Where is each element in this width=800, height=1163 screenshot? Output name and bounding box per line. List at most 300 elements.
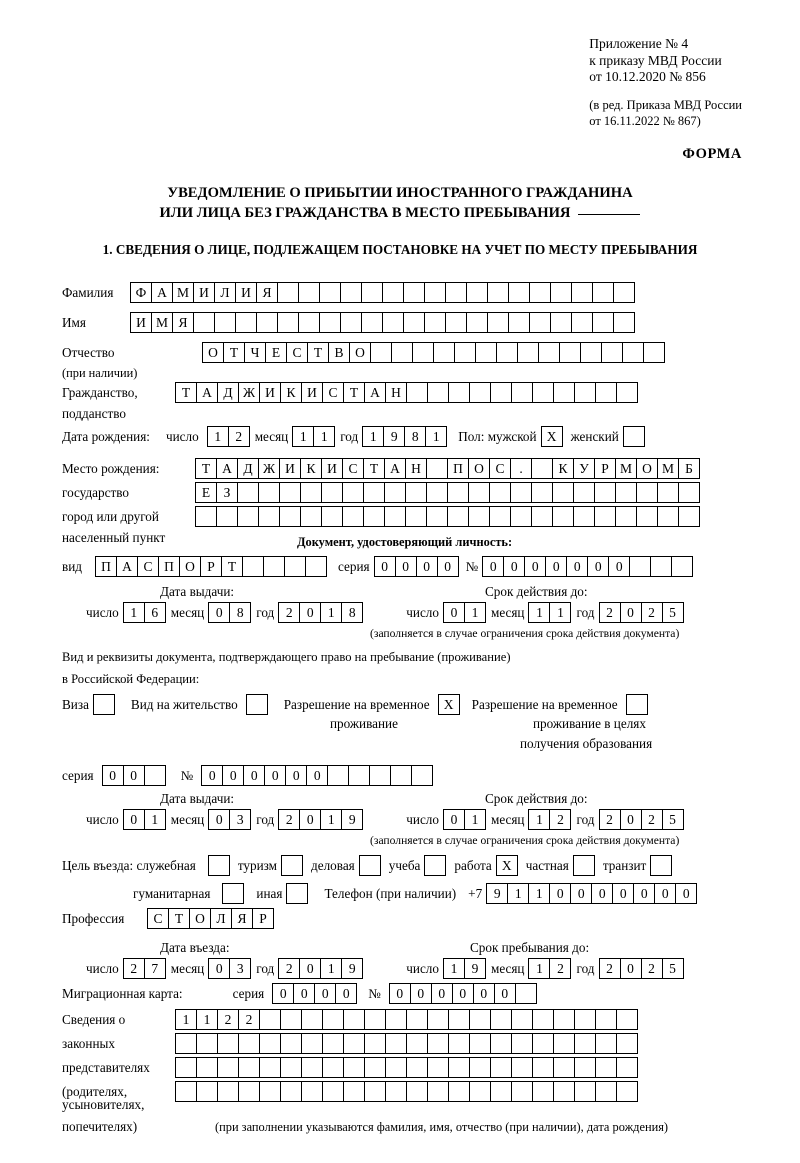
char-cell[interactable]: 1 <box>464 602 486 623</box>
char-cell[interactable]: 0 <box>201 765 223 786</box>
char-cell[interactable] <box>364 1081 386 1102</box>
char-cell[interactable] <box>595 1033 617 1054</box>
char-cell[interactable]: 0 <box>443 809 465 830</box>
char-cell[interactable]: 1 <box>175 1009 197 1030</box>
char-cell[interactable] <box>369 765 391 786</box>
char-cell[interactable]: 0 <box>545 556 567 577</box>
doc-issue-day-input[interactable] <box>123 602 165 623</box>
char-cell[interactable] <box>305 556 327 577</box>
char-cell[interactable] <box>193 312 215 333</box>
char-cell[interactable]: С <box>489 458 511 479</box>
char-cell[interactable]: 1 <box>320 602 342 623</box>
char-cell[interactable]: 0 <box>272 983 294 1004</box>
char-cell[interactable] <box>433 342 455 363</box>
char-cell[interactable]: И <box>279 458 301 479</box>
char-cell[interactable]: 0 <box>416 556 438 577</box>
char-cell[interactable] <box>657 506 679 527</box>
char-cell[interactable] <box>382 282 404 303</box>
char-cell[interactable] <box>490 1081 512 1102</box>
char-cell[interactable]: Т <box>363 458 385 479</box>
char-cell[interactable]: З <box>216 482 238 503</box>
char-cell[interactable]: 2 <box>641 809 663 830</box>
char-cell[interactable]: Ч <box>244 342 266 363</box>
char-cell[interactable] <box>175 1057 197 1078</box>
education-residence-checkbox[interactable] <box>626 694 648 715</box>
char-cell[interactable]: 1 <box>362 426 384 447</box>
entry-year-input[interactable] <box>278 958 362 979</box>
char-cell[interactable] <box>594 482 616 503</box>
char-cell[interactable]: 1 <box>320 958 342 979</box>
purpose-private-checkbox[interactable] <box>573 855 595 876</box>
char-cell[interactable]: 7 <box>144 958 166 979</box>
char-cell[interactable]: 0 <box>389 983 411 1004</box>
char-cell[interactable] <box>361 312 383 333</box>
char-cell[interactable] <box>217 1033 239 1054</box>
char-cell[interactable]: Е <box>195 482 217 503</box>
char-cell[interactable]: У <box>573 458 595 479</box>
residence-permit-checkbox[interactable] <box>246 694 268 715</box>
char-cell[interactable] <box>643 342 665 363</box>
char-cell[interactable]: О <box>468 458 490 479</box>
char-cell[interactable]: О <box>179 556 201 577</box>
temporary-residence-checkbox[interactable]: X <box>438 694 460 715</box>
char-cell[interactable] <box>595 382 617 403</box>
char-cell[interactable] <box>258 506 280 527</box>
char-cell[interactable] <box>280 1081 302 1102</box>
char-cell[interactable] <box>595 1081 617 1102</box>
char-cell[interactable]: 1 <box>313 426 335 447</box>
char-cell[interactable] <box>175 1081 197 1102</box>
char-cell[interactable] <box>390 765 412 786</box>
char-cell[interactable] <box>445 312 467 333</box>
char-cell[interactable]: 1 <box>549 602 571 623</box>
char-cell[interactable]: 0 <box>437 556 459 577</box>
char-cell[interactable]: 2 <box>278 958 300 979</box>
char-cell[interactable] <box>490 1009 512 1030</box>
purpose-official-checkbox[interactable] <box>208 855 230 876</box>
char-cell[interactable] <box>466 282 488 303</box>
char-cell[interactable] <box>280 1033 302 1054</box>
char-cell[interactable]: А <box>364 382 386 403</box>
char-cell[interactable]: 3 <box>229 809 251 830</box>
char-cell[interactable] <box>636 482 658 503</box>
char-cell[interactable]: С <box>322 382 344 403</box>
phone-input[interactable] <box>486 883 696 904</box>
char-cell[interactable] <box>427 1033 449 1054</box>
char-cell[interactable] <box>363 506 385 527</box>
char-cell[interactable] <box>511 1081 533 1102</box>
char-cell[interactable]: 3 <box>229 958 251 979</box>
char-cell[interactable] <box>277 312 299 333</box>
char-cell[interactable] <box>573 506 595 527</box>
char-cell[interactable]: А <box>196 382 218 403</box>
char-cell[interactable] <box>636 506 658 527</box>
char-cell[interactable]: 0 <box>482 556 504 577</box>
char-cell[interactable] <box>678 482 700 503</box>
stay-series-input[interactable] <box>102 765 165 786</box>
char-cell[interactable] <box>348 765 370 786</box>
char-cell[interactable] <box>238 1033 260 1054</box>
char-cell[interactable]: Е <box>265 342 287 363</box>
char-cell[interactable] <box>671 556 693 577</box>
char-cell[interactable] <box>342 506 364 527</box>
char-cell[interactable] <box>217 1057 239 1078</box>
char-cell[interactable] <box>615 506 637 527</box>
char-cell[interactable]: Т <box>221 556 243 577</box>
char-cell[interactable] <box>517 342 539 363</box>
char-cell[interactable]: Т <box>343 382 365 403</box>
entry-month-input[interactable] <box>208 958 250 979</box>
char-cell[interactable] <box>580 342 602 363</box>
char-cell[interactable] <box>426 506 448 527</box>
char-cell[interactable]: 0 <box>264 765 286 786</box>
char-cell[interactable]: Б <box>678 458 700 479</box>
char-cell[interactable] <box>448 1009 470 1030</box>
char-cell[interactable]: А <box>116 556 138 577</box>
char-cell[interactable] <box>238 1081 260 1102</box>
char-cell[interactable] <box>529 282 551 303</box>
stay-until-year-input[interactable] <box>599 958 683 979</box>
char-cell[interactable] <box>175 1033 197 1054</box>
char-cell[interactable]: 1 <box>425 426 447 447</box>
char-cell[interactable] <box>510 482 532 503</box>
char-cell[interactable] <box>364 1057 386 1078</box>
char-cell[interactable] <box>629 556 651 577</box>
char-cell[interactable] <box>515 983 537 1004</box>
citizenship-input[interactable] <box>175 382 637 403</box>
char-cell[interactable]: А <box>216 458 238 479</box>
char-cell[interactable] <box>237 482 259 503</box>
char-cell[interactable] <box>616 1057 638 1078</box>
char-cell[interactable]: 0 <box>299 809 321 830</box>
doc-valid-year-input[interactable] <box>599 602 683 623</box>
char-cell[interactable] <box>217 1081 239 1102</box>
char-cell[interactable] <box>496 342 518 363</box>
char-cell[interactable] <box>391 342 413 363</box>
char-cell[interactable] <box>382 312 404 333</box>
char-cell[interactable]: М <box>151 312 173 333</box>
char-cell[interactable]: Я <box>231 908 253 929</box>
char-cell[interactable] <box>571 312 593 333</box>
char-cell[interactable]: 5 <box>662 958 684 979</box>
char-cell[interactable]: А <box>384 458 406 479</box>
char-cell[interactable] <box>454 342 476 363</box>
char-cell[interactable]: 9 <box>383 426 405 447</box>
char-cell[interactable]: М <box>657 458 679 479</box>
char-cell[interactable] <box>469 1081 491 1102</box>
char-cell[interactable]: И <box>193 282 215 303</box>
char-cell[interactable] <box>650 556 672 577</box>
char-cell[interactable]: 1 <box>123 602 145 623</box>
char-cell[interactable] <box>553 1081 575 1102</box>
char-cell[interactable]: . <box>510 458 532 479</box>
stay-valid-year-input[interactable] <box>599 809 683 830</box>
char-cell[interactable]: О <box>349 342 371 363</box>
char-cell[interactable]: И <box>321 458 343 479</box>
legal-rep-input-3[interactable] <box>175 1057 637 1078</box>
char-cell[interactable] <box>490 1033 512 1054</box>
char-cell[interactable] <box>235 312 257 333</box>
char-cell[interactable] <box>405 482 427 503</box>
char-cell[interactable] <box>487 282 509 303</box>
char-cell[interactable]: 0 <box>395 556 417 577</box>
char-cell[interactable] <box>343 1033 365 1054</box>
doc-issue-year-input[interactable] <box>278 602 362 623</box>
char-cell[interactable]: 1 <box>464 809 486 830</box>
char-cell[interactable] <box>469 382 491 403</box>
char-cell[interactable] <box>448 1057 470 1078</box>
char-cell[interactable]: К <box>552 458 574 479</box>
birth-place-input-2[interactable] <box>195 482 699 503</box>
char-cell[interactable]: Р <box>594 458 616 479</box>
char-cell[interactable] <box>469 1033 491 1054</box>
char-cell[interactable]: Т <box>307 342 329 363</box>
char-cell[interactable]: 0 <box>243 765 265 786</box>
char-cell[interactable]: 0 <box>314 983 336 1004</box>
patronymic-input[interactable] <box>202 342 664 363</box>
char-cell[interactable]: 0 <box>549 883 571 904</box>
char-cell[interactable] <box>552 482 574 503</box>
char-cell[interactable] <box>447 506 469 527</box>
char-cell[interactable]: С <box>147 908 169 929</box>
sex-male-checkbox[interactable]: X <box>541 426 563 447</box>
char-cell[interactable]: 1 <box>196 1009 218 1030</box>
char-cell[interactable]: 0 <box>612 883 634 904</box>
char-cell[interactable] <box>427 1009 449 1030</box>
char-cell[interactable] <box>300 506 322 527</box>
char-cell[interactable] <box>559 342 581 363</box>
char-cell[interactable] <box>574 1033 596 1054</box>
char-cell[interactable] <box>385 1081 407 1102</box>
char-cell[interactable] <box>363 482 385 503</box>
char-cell[interactable] <box>511 382 533 403</box>
char-cell[interactable]: 5 <box>662 602 684 623</box>
char-cell[interactable] <box>508 282 530 303</box>
char-cell[interactable] <box>469 1057 491 1078</box>
char-cell[interactable] <box>406 382 428 403</box>
char-cell[interactable] <box>280 1009 302 1030</box>
char-cell[interactable] <box>237 506 259 527</box>
char-cell[interactable]: 0 <box>306 765 328 786</box>
char-cell[interactable] <box>678 506 700 527</box>
char-cell[interactable]: Д <box>237 458 259 479</box>
char-cell[interactable]: 0 <box>633 883 655 904</box>
char-cell[interactable] <box>489 482 511 503</box>
char-cell[interactable] <box>532 382 554 403</box>
char-cell[interactable]: 2 <box>123 958 145 979</box>
char-cell[interactable] <box>529 312 551 333</box>
char-cell[interactable] <box>319 312 341 333</box>
char-cell[interactable] <box>364 1033 386 1054</box>
char-cell[interactable] <box>613 312 635 333</box>
char-cell[interactable] <box>280 1057 302 1078</box>
purpose-tourism-checkbox[interactable] <box>281 855 303 876</box>
char-cell[interactable]: 9 <box>464 958 486 979</box>
char-cell[interactable] <box>277 282 299 303</box>
char-cell[interactable] <box>406 1009 428 1030</box>
char-cell[interactable] <box>538 342 560 363</box>
char-cell[interactable] <box>447 482 469 503</box>
char-cell[interactable] <box>406 1081 428 1102</box>
char-cell[interactable] <box>468 482 490 503</box>
char-cell[interactable] <box>531 482 553 503</box>
char-cell[interactable]: Ф <box>130 282 152 303</box>
char-cell[interactable] <box>553 1009 575 1030</box>
char-cell[interactable] <box>284 556 306 577</box>
char-cell[interactable] <box>426 458 448 479</box>
char-cell[interactable] <box>322 1033 344 1054</box>
char-cell[interactable]: 1 <box>443 958 465 979</box>
char-cell[interactable]: 2 <box>549 809 571 830</box>
char-cell[interactable]: Ж <box>238 382 260 403</box>
char-cell[interactable] <box>340 282 362 303</box>
purpose-humanitarian-checkbox[interactable] <box>222 883 244 904</box>
char-cell[interactable] <box>574 1057 596 1078</box>
char-cell[interactable] <box>532 1033 554 1054</box>
char-cell[interactable]: И <box>259 382 281 403</box>
char-cell[interactable] <box>592 282 614 303</box>
char-cell[interactable]: 2 <box>599 602 621 623</box>
char-cell[interactable] <box>616 1009 638 1030</box>
char-cell[interactable] <box>258 482 280 503</box>
char-cell[interactable]: 1 <box>528 602 550 623</box>
char-cell[interactable]: 2 <box>641 958 663 979</box>
char-cell[interactable] <box>259 1033 281 1054</box>
char-cell[interactable] <box>195 506 217 527</box>
char-cell[interactable] <box>427 1081 449 1102</box>
char-cell[interactable] <box>384 482 406 503</box>
char-cell[interactable]: 1 <box>144 809 166 830</box>
char-cell[interactable] <box>403 312 425 333</box>
profession-input[interactable] <box>147 908 273 929</box>
sex-female-checkbox[interactable] <box>623 426 645 447</box>
char-cell[interactable] <box>342 482 364 503</box>
char-cell[interactable] <box>550 312 572 333</box>
char-cell[interactable] <box>403 282 425 303</box>
char-cell[interactable]: Я <box>172 312 194 333</box>
birth-place-input-1[interactable] <box>195 458 699 479</box>
char-cell[interactable] <box>263 556 285 577</box>
char-cell[interactable]: 1 <box>528 958 550 979</box>
char-cell[interactable] <box>510 506 532 527</box>
char-cell[interactable]: 8 <box>341 602 363 623</box>
char-cell[interactable]: О <box>202 342 224 363</box>
legal-rep-input-4[interactable] <box>175 1081 637 1102</box>
char-cell[interactable] <box>322 1081 344 1102</box>
char-cell[interactable]: Т <box>195 458 217 479</box>
char-cell[interactable]: 9 <box>486 883 508 904</box>
char-cell[interactable] <box>616 382 638 403</box>
char-cell[interactable] <box>511 1033 533 1054</box>
char-cell[interactable] <box>552 506 574 527</box>
char-cell[interactable]: 0 <box>293 983 315 1004</box>
char-cell[interactable] <box>405 506 427 527</box>
char-cell[interactable]: М <box>172 282 194 303</box>
purpose-other-checkbox[interactable] <box>286 883 308 904</box>
name-input[interactable] <box>130 312 634 333</box>
stay-valid-day-input[interactable] <box>443 809 485 830</box>
char-cell[interactable] <box>385 1009 407 1030</box>
char-cell[interactable]: К <box>280 382 302 403</box>
char-cell[interactable] <box>468 506 490 527</box>
stay-issue-day-input[interactable] <box>123 809 165 830</box>
char-cell[interactable] <box>424 282 446 303</box>
purpose-business-checkbox[interactable] <box>359 855 381 876</box>
char-cell[interactable]: 0 <box>208 809 230 830</box>
char-cell[interactable]: 1 <box>320 809 342 830</box>
char-cell[interactable]: И <box>130 312 152 333</box>
char-cell[interactable] <box>487 312 509 333</box>
char-cell[interactable] <box>384 506 406 527</box>
stay-until-month-input[interactable] <box>528 958 570 979</box>
char-cell[interactable]: 0 <box>285 765 307 786</box>
char-cell[interactable]: 8 <box>404 426 426 447</box>
char-cell[interactable] <box>424 312 446 333</box>
doc-issue-month-input[interactable] <box>208 602 250 623</box>
char-cell[interactable] <box>594 506 616 527</box>
char-cell[interactable] <box>322 1057 344 1078</box>
char-cell[interactable] <box>385 1057 407 1078</box>
char-cell[interactable]: 0 <box>570 883 592 904</box>
char-cell[interactable]: 0 <box>524 556 546 577</box>
char-cell[interactable]: Т <box>168 908 190 929</box>
char-cell[interactable]: 0 <box>443 602 465 623</box>
char-cell[interactable]: П <box>447 458 469 479</box>
birth-year-input[interactable] <box>362 426 446 447</box>
char-cell[interactable]: С <box>137 556 159 577</box>
char-cell[interactable] <box>321 482 343 503</box>
doc-number-input[interactable] <box>482 556 692 577</box>
char-cell[interactable]: И <box>301 382 323 403</box>
char-cell[interactable]: 0 <box>473 983 495 1004</box>
char-cell[interactable] <box>361 282 383 303</box>
purpose-study-checkbox[interactable] <box>424 855 446 876</box>
char-cell[interactable]: 1 <box>507 883 529 904</box>
char-cell[interactable] <box>298 282 320 303</box>
char-cell[interactable] <box>532 1057 554 1078</box>
char-cell[interactable] <box>322 1009 344 1030</box>
char-cell[interactable]: В <box>328 342 350 363</box>
char-cell[interactable] <box>531 458 553 479</box>
doc-series-input[interactable] <box>374 556 458 577</box>
char-cell[interactable] <box>592 312 614 333</box>
char-cell[interactable] <box>216 506 238 527</box>
char-cell[interactable] <box>301 1057 323 1078</box>
char-cell[interactable]: 9 <box>341 958 363 979</box>
migration-card-number-input[interactable] <box>389 983 536 1004</box>
char-cell[interactable] <box>595 1057 617 1078</box>
surname-input[interactable] <box>130 282 634 303</box>
char-cell[interactable] <box>406 1033 428 1054</box>
char-cell[interactable]: Р <box>252 908 274 929</box>
char-cell[interactable] <box>553 382 575 403</box>
char-cell[interactable]: 0 <box>503 556 525 577</box>
char-cell[interactable] <box>340 312 362 333</box>
char-cell[interactable]: Т <box>175 382 197 403</box>
char-cell[interactable]: 2 <box>228 426 250 447</box>
char-cell[interactable] <box>259 1009 281 1030</box>
char-cell[interactable]: 0 <box>123 809 145 830</box>
char-cell[interactable]: 0 <box>299 958 321 979</box>
char-cell[interactable] <box>300 482 322 503</box>
char-cell[interactable] <box>616 1081 638 1102</box>
char-cell[interactable] <box>466 312 488 333</box>
char-cell[interactable]: К <box>300 458 322 479</box>
char-cell[interactable] <box>343 1009 365 1030</box>
char-cell[interactable] <box>511 1057 533 1078</box>
stay-issue-month-input[interactable] <box>208 809 250 830</box>
birth-place-input-3[interactable] <box>195 506 699 527</box>
